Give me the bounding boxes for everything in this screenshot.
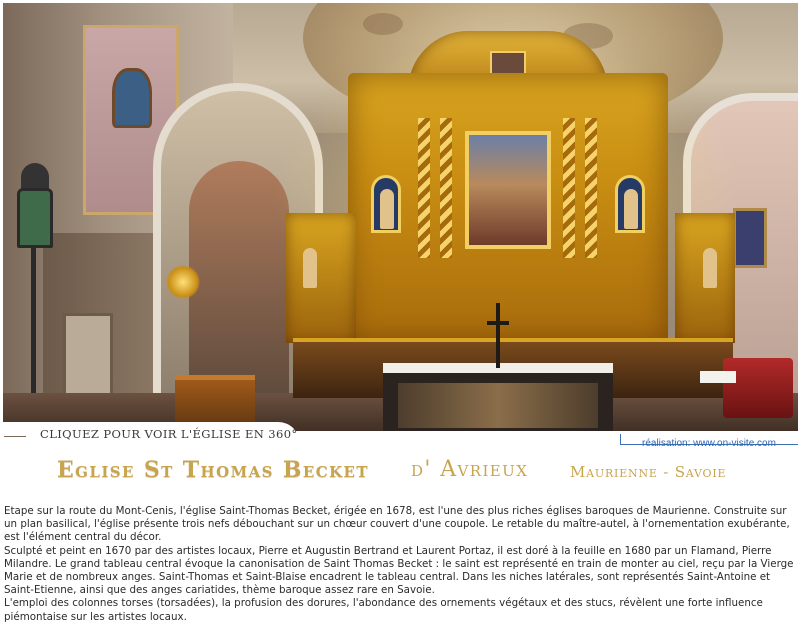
processional-lantern: [17, 188, 53, 248]
church-panorama-photo[interactable]: [3, 3, 798, 431]
description-text: [4, 505, 800, 624]
page-title-place: d' Avrieux: [411, 457, 529, 482]
paragraph: Etape sur la route du Mont-Cenis, l'église Saint-Thomas Becket, érigée en 1678, est l'une des plus riches églises baroques de Maurienne. Construite sur un plan basilical, l'église présente trois nefs débouchant sur un chœur couvert d'une coupole. Le retable du maître-autel, à l'ornementation exubérante, est l'élément central du décor.: [4, 505, 790, 544]
view-360-link[interactable]: CLIQUEZ POUR VOIR L'ÉGLISE EN 360°: [40, 427, 298, 441]
coat-of-arms-emblem: [112, 68, 152, 128]
retable-left-wing: [286, 213, 356, 343]
paragraph: Sculpté et peint en 1670 par des artistes locaux, Pierre et Augustin Bertrand et Laurent Portaz, il est doré à la feuille en 1680 par un Flamand, Pierre Milandre. Le grand tableau central évoque la canonisation de Saint Thomas Becket : le saint est représenté en train de monter au ciel, reçu par la Vierge Marie et de nombreux anges. Saint-Thomas et Saint-Blaise encadrent le tableau central. Dans les niches latérales, sont représentés Saint-Antoine et Saint-Etienne, ainsi que des anges cariatides, thème baroque assez rare en Savoie.: [4, 544, 794, 597]
twisted-column: [585, 118, 597, 258]
twisted-column: [440, 118, 452, 258]
credit-link[interactable]: réalisation: www.on-visite.com: [642, 438, 776, 449]
region-subtitle: Maurienne - Savoie: [570, 463, 727, 481]
altar-cross-icon: [487, 321, 509, 325]
page-title: Eglise St Thomas Becket: [57, 457, 369, 483]
paragraph: L'emploi des colonnes torses (torsadées), la profusion des dorures, l'abondance des ornements végétaux et des stucs, révèlent une forte influence piémontaise sur les artistes locaux.: [4, 597, 763, 623]
statue: [303, 248, 317, 288]
twisted-column: [418, 118, 430, 258]
sunburst-ornament: [166, 265, 200, 299]
altar-front-panel: [398, 383, 598, 428]
statue: [624, 189, 638, 229]
tour-link-rule: [4, 436, 26, 437]
twisted-column: [563, 118, 575, 258]
side-table: [700, 371, 736, 383]
altar-cross-icon: [496, 303, 500, 368]
credit-marker: [620, 434, 621, 444]
processional-lantern-top: [21, 163, 49, 191]
statue: [380, 189, 394, 229]
red-chairs: [723, 358, 793, 418]
central-painting-canonisation: [465, 131, 551, 249]
fresco-detail: [363, 13, 403, 35]
statue: [703, 248, 717, 288]
